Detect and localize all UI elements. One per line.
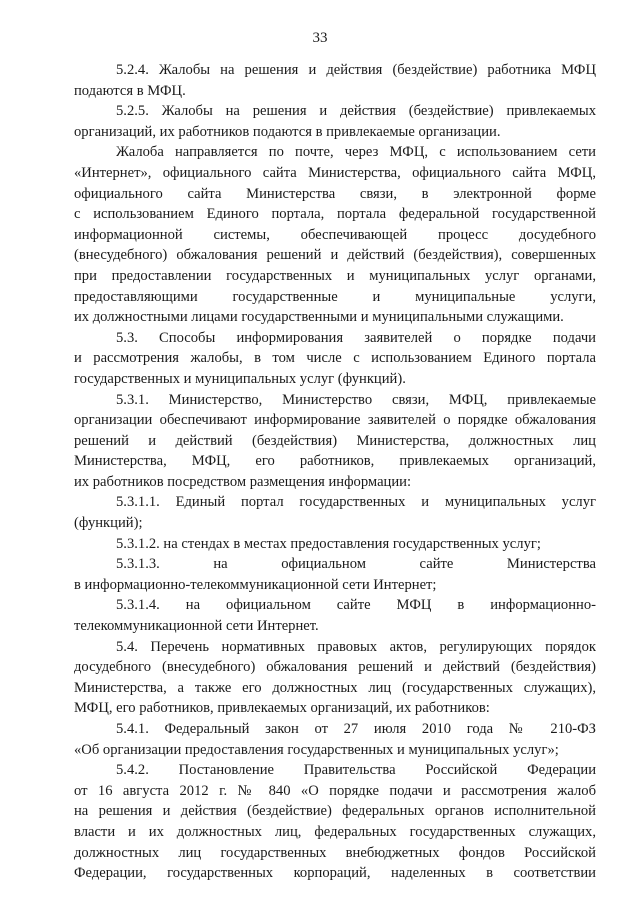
text-line: 5.3.1.4. на официальном сайте МФЦ в информационно-: [116, 597, 596, 614]
text-line: организации обеспечивают информирование заявителей о порядке обжалования: [74, 412, 596, 429]
text-line: с использованием Единого портала, портала федеральной государственной: [74, 206, 596, 223]
text-line: Министерства, а также его должностных лиц (государственных служащих),: [74, 679, 596, 696]
text-line: информационной системы, обеспечивающей процесс досудебного: [74, 226, 596, 243]
text-line: должностных лиц государственных внебюджетных фондов Российской: [74, 844, 596, 861]
text-line: их должностными лицами государственными и муниципальными служащими.: [74, 309, 564, 326]
text-line: 5.3. Способы информирования заявителей о порядке подачи: [116, 329, 596, 346]
text-line: 5.4. Перечень нормативных правовых актов, регулирующих порядок: [116, 638, 596, 655]
text-line: государственных и муниципальных услуг (функций).: [74, 370, 406, 387]
text-line: «Интернет», официального сайта Министерства, официального сайта МФЦ,: [74, 164, 596, 181]
text-line: организаций, их работников подаются в привлекаемые организации.: [74, 123, 501, 140]
text-line: Федерации, государственных корпораций, наделенных в соответствии: [74, 865, 596, 882]
text-line: 5.3.1. Министерство, Министерство связи, МФЦ, привлекаемые: [116, 391, 596, 408]
text-line: в информационно-телекоммуникационной сети Интернет;: [74, 576, 437, 593]
text-line: 5.3.1.1. Единый портал государственных и муниципальных услуг: [116, 494, 596, 511]
text-line: (внесудебного) обжалования решений и действий (бездействия), совершенных: [74, 247, 596, 264]
text-line: Министерства, МФЦ, его работников, привлекаемых организаций,: [74, 453, 596, 470]
text-line: (функций);: [74, 515, 143, 532]
text-line: на решения и действия (бездействие) федеральных органов исполнительной: [74, 803, 596, 820]
text-line: 5.4.1. Федеральный закон от 27 июля 2010 года № 210-ФЗ: [116, 721, 596, 737]
text-line: при предоставлении государственных и муниципальных услуг органами,: [74, 267, 596, 284]
document-body: [74, 60, 596, 884]
page-number: 33: [312, 30, 328, 46]
text-line: МФЦ, его работников, привлекаемых организаций, их работников:: [74, 700, 490, 717]
text-line: 5.2.4. Жалобы на решения и действия (бездействие) работника МФЦ: [116, 62, 596, 78]
text-line: 5.3.1.2. на стендах в местах предоставления государственных услуг;: [116, 535, 541, 552]
text-line: предоставляющими государственные и муниципальные услуги,: [74, 288, 596, 305]
text-line: от 16 августа 2012 г. № 840 «О порядке подачи и рассмотрения жалоб: [74, 782, 596, 799]
text-line: досудебного (внесудебного) обжалования решений и действий (бездействия): [74, 659, 596, 676]
text-line: 5.3.1.3. на официальном сайте Министерства: [116, 556, 596, 573]
text-line: официального сайта Министерства связи, в электронной форме: [74, 185, 596, 202]
text-line: 5.2.5. Жалобы на решения и действия (бездействие) привлекаемых: [116, 103, 596, 120]
text-line: «Об организации предоставления государственных и муниципальных услуг»;: [74, 741, 559, 758]
text-line: и рассмотрения жалобы, в том числе с использованием Единого портала: [74, 350, 596, 367]
text-line: их работников посредством размещения информации:: [74, 473, 412, 490]
text-line: решений и действий (бездействия) Министерства, должностных лиц: [74, 432, 596, 449]
text-line: Жалоба направляется по почте, через МФЦ, с использованием сети: [116, 144, 596, 161]
text-line: власти и их должностных лиц, федеральных государственных служащих,: [74, 823, 596, 840]
text-line: подаются в МФЦ.: [74, 82, 186, 99]
text-line: 5.4.2. Постановление Правительства Российской Федерации: [116, 762, 596, 779]
text-line: телекоммуникационной сети Интернет.: [74, 618, 319, 635]
